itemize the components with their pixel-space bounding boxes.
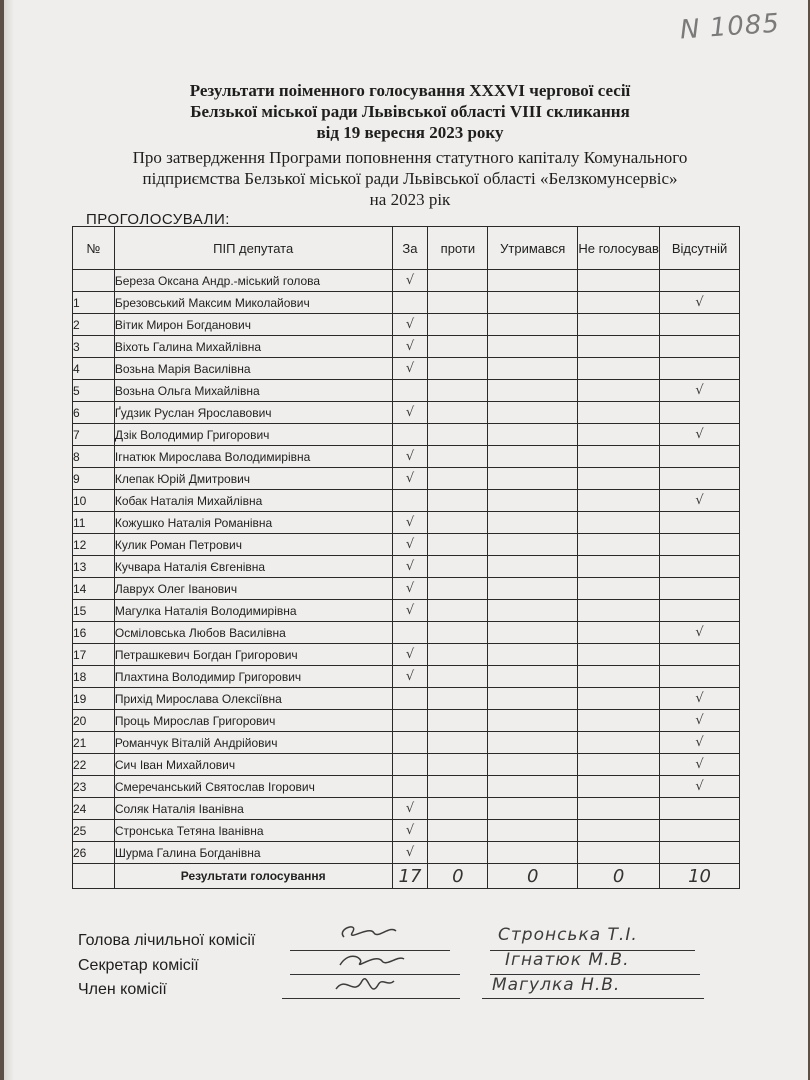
vote-abstained: [488, 292, 578, 314]
deputy-name: Возьна Ольга Михайлівна: [114, 380, 392, 402]
vote-not-voted: [578, 578, 660, 600]
vote-for-mark: √: [392, 820, 428, 842]
vote-against: [428, 842, 488, 864]
vote-absent-mark: √: [660, 622, 740, 644]
deputy-name: Возьна Марія Василівна: [114, 358, 392, 380]
vote-against: [428, 644, 488, 666]
vote-against: [428, 622, 488, 644]
deputy-name: Прихід Мирослава Олексіївна: [114, 688, 392, 710]
signature-role-member: Член комісії: [78, 981, 167, 998]
total-for: 17: [392, 864, 428, 889]
table-row: [73, 446, 740, 468]
table-row: [73, 666, 740, 688]
row-number: 21: [73, 732, 115, 754]
signature-name-secretary: Ігнатюк М.В.: [505, 950, 630, 970]
vote-not-voted: [578, 732, 660, 754]
vote-abstained: [488, 798, 578, 820]
vote-for-mark: √: [392, 336, 428, 358]
deputy-name: Кулик Роман Петрович: [114, 534, 392, 556]
signature-role-chair: Голова лічильної комісії: [78, 932, 256, 949]
vote-for-mark: [392, 292, 428, 314]
vote-for-mark: √: [392, 270, 428, 292]
deputy-name: Магулка Наталія Володимирівна: [114, 600, 392, 622]
vote-for-mark: √: [392, 600, 428, 622]
row-number: 24: [73, 798, 115, 820]
vote-abstained: [488, 842, 578, 864]
vote-absent-mark: √: [660, 424, 740, 446]
table-row: [73, 490, 740, 512]
vote-absent-mark: [660, 644, 740, 666]
deputy-name: Кучвара Наталія Євгенівна: [114, 556, 392, 578]
vote-not-voted: [578, 820, 660, 842]
vote-not-voted: [578, 534, 660, 556]
vote-not-voted: [578, 842, 660, 864]
vote-against: [428, 424, 488, 446]
vote-for-mark: [392, 688, 428, 710]
header-against: проти: [428, 227, 488, 270]
vote-abstained: [488, 754, 578, 776]
vote-abstained: [488, 402, 578, 424]
vote-not-voted: [578, 688, 660, 710]
vote-against: [428, 446, 488, 468]
vote-not-voted: [578, 490, 660, 512]
deputy-name: Клепак Юрій Дмитрович: [114, 468, 392, 490]
vote-for-mark: [392, 776, 428, 798]
vote-abstained: [488, 358, 578, 380]
vote-abstained: [488, 468, 578, 490]
deputy-name: Береза Оксана Андр.-міський голова: [114, 270, 392, 292]
table-row: [73, 270, 740, 292]
total-absent: 10: [660, 864, 740, 889]
table-row: [73, 556, 740, 578]
title-line-3: від 19 вересня 2023 року: [316, 123, 504, 142]
vote-against: [428, 556, 488, 578]
vote-for-mark: [392, 754, 428, 776]
handwritten-signatures: [330, 915, 410, 1005]
deputy-name: Вітик Мирон Богданович: [114, 314, 392, 336]
signature-name-chair: Стронська Т.І.: [498, 925, 638, 945]
table-row: [73, 776, 740, 798]
row-number: 19: [73, 688, 115, 710]
deputy-name: Стронська Тетяна Іванівна: [114, 820, 392, 842]
vote-not-voted: [578, 402, 660, 424]
vote-absent-mark: [660, 336, 740, 358]
vote-not-voted: [578, 556, 660, 578]
vote-abstained: [488, 710, 578, 732]
vote-against: [428, 292, 488, 314]
row-number: 26: [73, 842, 115, 864]
vote-for-mark: √: [392, 666, 428, 688]
title-line-2: Белзької міської ради Львівської області VIII скликання: [190, 102, 630, 121]
row-number: 14: [73, 578, 115, 600]
deputy-name: Дзік Володимир Григорович: [114, 424, 392, 446]
vote-not-voted: [578, 468, 660, 490]
table-row: [73, 358, 740, 380]
vote-against: [428, 732, 488, 754]
table-row: [73, 798, 740, 820]
vote-absent-mark: √: [660, 710, 740, 732]
vote-for-mark: [392, 490, 428, 512]
totals-spacer: [73, 864, 115, 889]
vote-not-voted: [578, 710, 660, 732]
row-number: 2: [73, 314, 115, 336]
vote-against: [428, 776, 488, 798]
table-row: [73, 754, 740, 776]
vote-absent-mark: √: [660, 732, 740, 754]
vote-absent-mark: [660, 600, 740, 622]
vote-not-voted: [578, 292, 660, 314]
title-line-1: Результати поіменного голосування XXXVI чергової сесії: [189, 81, 631, 100]
vote-for-mark: [392, 710, 428, 732]
vote-not-voted: [578, 380, 660, 402]
table-row: [73, 578, 740, 600]
deputy-name: Смеречанський Святослав Ігорович: [114, 776, 392, 798]
deputy-name: Проць Мирослав Григорович: [114, 710, 392, 732]
vote-not-voted: [578, 358, 660, 380]
vote-against: [428, 600, 488, 622]
vote-absent-mark: [660, 512, 740, 534]
vote-against: [428, 490, 488, 512]
vote-abstained: [488, 446, 578, 468]
vote-against: [428, 754, 488, 776]
vote-absent-mark: [660, 402, 740, 424]
vote-against: [428, 798, 488, 820]
vote-absent-mark: √: [660, 776, 740, 798]
signature-name-member: Магулка Н.В.: [492, 975, 621, 995]
vote-not-voted: [578, 776, 660, 798]
header-absent: Відсутній: [660, 227, 740, 270]
vote-abstained: [488, 622, 578, 644]
vote-for-mark: [392, 380, 428, 402]
title-line-4: Про затвердження Програми поповнення статутного капіталу Комунального: [132, 148, 688, 167]
vote-not-voted: [578, 666, 660, 688]
vote-abstained: [488, 314, 578, 336]
vote-absent-mark: [660, 666, 740, 688]
vote-absent-mark: √: [660, 754, 740, 776]
deputy-name: Шурма Галина Богданівна: [114, 842, 392, 864]
vote-abstained: [488, 424, 578, 446]
voting-table: [72, 226, 740, 889]
deputy-name: Брезовський Максим Миколайович: [114, 292, 392, 314]
vote-not-voted: [578, 446, 660, 468]
header-abstained: Утримався: [488, 227, 578, 270]
vote-absent-mark: [660, 358, 740, 380]
title-line-6: на 2023 рік: [369, 190, 451, 209]
row-number: 10: [73, 490, 115, 512]
deputy-name: Ігнатюк Мирослава Володимирівна: [114, 446, 392, 468]
vote-against: [428, 534, 488, 556]
table-row: [73, 732, 740, 754]
vote-absent-mark: √: [660, 292, 740, 314]
vote-abstained: [488, 600, 578, 622]
vote-abstained: [488, 644, 578, 666]
table-row: [73, 380, 740, 402]
deputy-name: Віхоть Галина Михайлівна: [114, 336, 392, 358]
vote-for-mark: √: [392, 556, 428, 578]
vote-abstained: [488, 732, 578, 754]
table-row: [73, 424, 740, 446]
vote-against: [428, 336, 488, 358]
vote-against: [428, 314, 488, 336]
row-number: 4: [73, 358, 115, 380]
vote-absent-mark: [660, 314, 740, 336]
vote-against: [428, 710, 488, 732]
header-name: ПІП депутата: [114, 227, 392, 270]
table-row: [73, 468, 740, 490]
vote-absent-mark: √: [660, 688, 740, 710]
vote-abstained: [488, 512, 578, 534]
table-row: [73, 512, 740, 534]
title-line-5: підприємства Белзької міської ради Львівської області «Белзкомунсервіс»: [142, 169, 678, 188]
vote-not-voted: [578, 336, 660, 358]
vote-not-voted: [578, 314, 660, 336]
vote-against: [428, 820, 488, 842]
vote-absent-mark: [660, 842, 740, 864]
vote-not-voted: [578, 424, 660, 446]
table-row: [73, 336, 740, 358]
vote-abstained: [488, 534, 578, 556]
row-number: 7: [73, 424, 115, 446]
vote-not-voted: [578, 270, 660, 292]
deputy-name: Сич Іван Михайлович: [114, 754, 392, 776]
vote-not-voted: [578, 512, 660, 534]
vote-against: [428, 380, 488, 402]
vote-absent-mark: [660, 578, 740, 600]
table-row: [73, 622, 740, 644]
vote-for-mark: √: [392, 578, 428, 600]
vote-for-mark: √: [392, 468, 428, 490]
vote-against: [428, 402, 488, 424]
vote-for-mark: [392, 424, 428, 446]
row-number: 20: [73, 710, 115, 732]
table-row: [73, 292, 740, 314]
table-row: [73, 842, 740, 864]
vote-abstained: [488, 666, 578, 688]
table-row: [73, 688, 740, 710]
vote-against: [428, 688, 488, 710]
row-number: 16: [73, 622, 115, 644]
row-number: 15: [73, 600, 115, 622]
vote-absent-mark: [660, 468, 740, 490]
table-row: [73, 314, 740, 336]
deputy-name: Лаврух Олег Іванович: [114, 578, 392, 600]
vote-against: [428, 270, 488, 292]
deputy-name: Кобак Наталія Михайлівна: [114, 490, 392, 512]
vote-not-voted: [578, 600, 660, 622]
vote-against: [428, 512, 488, 534]
vote-for-mark: √: [392, 446, 428, 468]
vote-abstained: [488, 688, 578, 710]
vote-for-mark: √: [392, 402, 428, 424]
deputy-name: Соляк Наталія Іванівна: [114, 798, 392, 820]
vote-against: [428, 468, 488, 490]
totals-row: [73, 864, 740, 889]
total-abstained: 0: [488, 864, 578, 889]
voted-label: ПРОГОЛОСУВАЛИ:: [86, 211, 230, 228]
table-row: [73, 820, 740, 842]
row-number: 23: [73, 776, 115, 798]
row-number: 8: [73, 446, 115, 468]
table-row: [73, 402, 740, 424]
header-for: За: [392, 227, 428, 270]
totals-label: Результати голосування: [114, 864, 392, 889]
row-number: [73, 270, 115, 292]
deputy-name: Петрашкевич Богдан Григорович: [114, 644, 392, 666]
vote-for-mark: √: [392, 512, 428, 534]
vote-absent-mark: √: [660, 490, 740, 512]
vote-for-mark: [392, 622, 428, 644]
row-number: 12: [73, 534, 115, 556]
vote-not-voted: [578, 644, 660, 666]
vote-absent-mark: [660, 556, 740, 578]
vote-for-mark: √: [392, 842, 428, 864]
total-against: 0: [428, 864, 488, 889]
vote-abstained: [488, 820, 578, 842]
deputy-name: Ґудзик Руслан Ярославович: [114, 402, 392, 424]
table-row: [73, 644, 740, 666]
row-number: 22: [73, 754, 115, 776]
row-number: 17: [73, 644, 115, 666]
deputy-name: Плахтина Володимир Григорович: [114, 666, 392, 688]
deputy-name: Осміловська Любов Василівна: [114, 622, 392, 644]
vote-for-mark: √: [392, 644, 428, 666]
vote-abstained: [488, 776, 578, 798]
vote-absent-mark: [660, 446, 740, 468]
vote-abstained: [488, 556, 578, 578]
vote-absent-mark: √: [660, 380, 740, 402]
row-number: 6: [73, 402, 115, 424]
row-number: 13: [73, 556, 115, 578]
vote-for-mark: [392, 732, 428, 754]
table-row: [73, 710, 740, 732]
vote-absent-mark: [660, 270, 740, 292]
row-number: 3: [73, 336, 115, 358]
vote-not-voted: [578, 754, 660, 776]
row-number: 1: [73, 292, 115, 314]
row-number: 5: [73, 380, 115, 402]
vote-absent-mark: [660, 534, 740, 556]
signature-role-secretary: Секретар комісії: [78, 957, 199, 974]
page-shadow: [4, 0, 14, 1080]
table-row: [73, 534, 740, 556]
table-row: [73, 600, 740, 622]
vote-for-mark: √: [392, 798, 428, 820]
row-number: 11: [73, 512, 115, 534]
row-number: 9: [73, 468, 115, 490]
vote-for-mark: √: [392, 358, 428, 380]
vote-abstained: [488, 490, 578, 512]
row-number: 18: [73, 666, 115, 688]
deputy-name: Романчук Віталій Андрійович: [114, 732, 392, 754]
vote-absent-mark: [660, 820, 740, 842]
header-not-voted: Не голосував: [578, 227, 660, 270]
vote-not-voted: [578, 622, 660, 644]
vote-against: [428, 666, 488, 688]
vote-absent-mark: [660, 798, 740, 820]
table-header-row: [73, 227, 740, 270]
vote-abstained: [488, 270, 578, 292]
vote-not-voted: [578, 798, 660, 820]
header-number: №: [73, 227, 115, 270]
deputy-name: Кожушко Наталія Романівна: [114, 512, 392, 534]
total-not-voted: 0: [578, 864, 660, 889]
vote-abstained: [488, 578, 578, 600]
vote-abstained: [488, 336, 578, 358]
vote-for-mark: √: [392, 314, 428, 336]
vote-against: [428, 358, 488, 380]
vote-for-mark: √: [392, 534, 428, 556]
vote-abstained: [488, 380, 578, 402]
vote-against: [428, 578, 488, 600]
row-number: 25: [73, 820, 115, 842]
document-number: N 1085: [679, 8, 781, 46]
